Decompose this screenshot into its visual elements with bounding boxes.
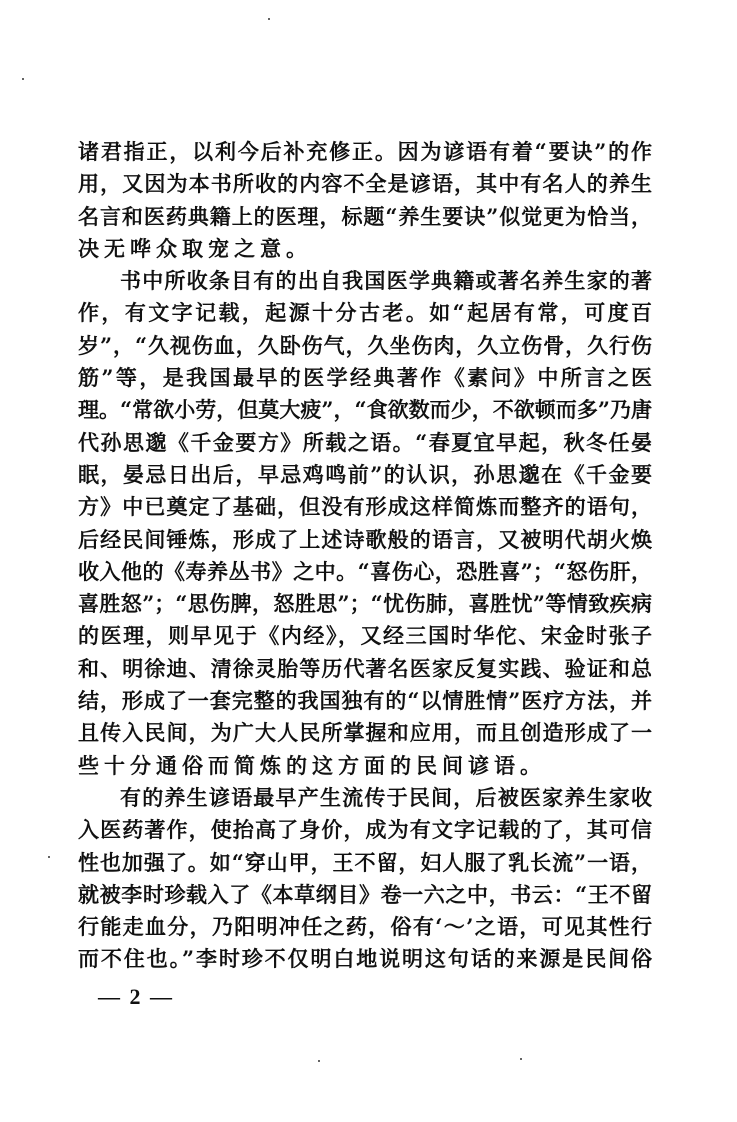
text-line: 有的养生谚语最早产生流传于民间，后被医家养生家收 — [120, 784, 652, 810]
scan-speck — [48, 856, 50, 858]
text-line: 结，形成了一套完整的我国独有的“以情胜情”医疗方法，并 — [78, 688, 652, 714]
text-line: 喜胜怒”；“思伤脾，怒胜思”；“忧伤肺，喜胜忧”等情致疾病 — [78, 591, 652, 617]
text-line: 且传入民间，为广大人民所掌握和应用，而且创造形成了一 — [78, 720, 652, 746]
text-line: 行能走血分，乃阳明冲任之药，俗有‘～’之语，可见其性行 — [78, 914, 652, 940]
text-line: 用，又因为本书所收的内容不全是谚语，其中有名人的养生 — [78, 171, 652, 197]
text-line: 诸君指正，以利今后补充修正。因为谚语有着“要诀”的作 — [78, 139, 652, 164]
text-line: 决无哗众取宠之意。 — [78, 235, 312, 261]
text-line: 作，有文字记载，起源十分古老。如“起居有常，可度百 — [78, 300, 652, 326]
text-line: 方》中已奠定了基础，但没有形成这样简炼而整齐的语句， — [78, 494, 652, 520]
text-line: 和、明徐迪、清徐灵胎等历代著名医家反复实践、验证和总 — [78, 655, 652, 681]
text-line: 眠，晏忌日出后，早忌鸡鸣前”的认识，孙思邈在《千金要 — [78, 461, 652, 487]
text-line: 筋”等，是我国最早的医学经典著作《素问》中所言之医 — [78, 365, 652, 391]
text-line: 代孙思邈《千金要方》所载之语。“春夏宜早起，秋冬任晏 — [78, 429, 652, 455]
scan-speck — [318, 1060, 320, 1062]
text-line: 的医理，则早见于《内经》，又经三国时华佗、宋金时张子 — [78, 623, 652, 649]
text-line: 收入他的《寿养丛书》之中。“喜伤心，恐胜喜”；“怒伤肝， — [78, 558, 652, 584]
text-line: 而不住也。”李时珍不仅明白地说明这句话的来源是民间俗 — [78, 946, 652, 972]
body-text — [78, 136, 652, 976]
scan-speck — [268, 18, 270, 20]
text-line: 名言和医药典籍上的医理，标题“养生要诀”似觉更为恰当， — [78, 203, 652, 229]
text-line: 岁”，“久视伤血，久卧伤气，久坐伤肉，久立伤骨，久行伤 — [78, 332, 652, 358]
scan-speck — [520, 1058, 522, 1060]
page-number: — 2 — — [98, 984, 174, 1009]
text-line: 性也加强了。如“穿山甲，王不留，妇人服了乳长流”一语， — [78, 849, 652, 875]
text-line: 理。“常欲小劳，但莫大疲”，“食欲数而少，不欲顿而多”乃唐 — [78, 397, 652, 423]
text-line: 后经民间锤炼，形成了上述诗歌般的语言，又被明代胡火焕 — [78, 526, 652, 552]
text-line: 些十分通俗而简炼的这方面的民间谚语。 — [78, 752, 546, 778]
scan-speck — [22, 78, 24, 80]
text-line: 入医药著作，使抬高了身价，成为有文字记载的了，其可信 — [78, 817, 652, 843]
text-line: 就被李时珍载入了《本草纲目》卷一六之中，书云：“王不留 — [78, 881, 652, 907]
text-line: 书中所收条目有的出自我国医学典籍或著名养生家的著 — [120, 268, 652, 294]
